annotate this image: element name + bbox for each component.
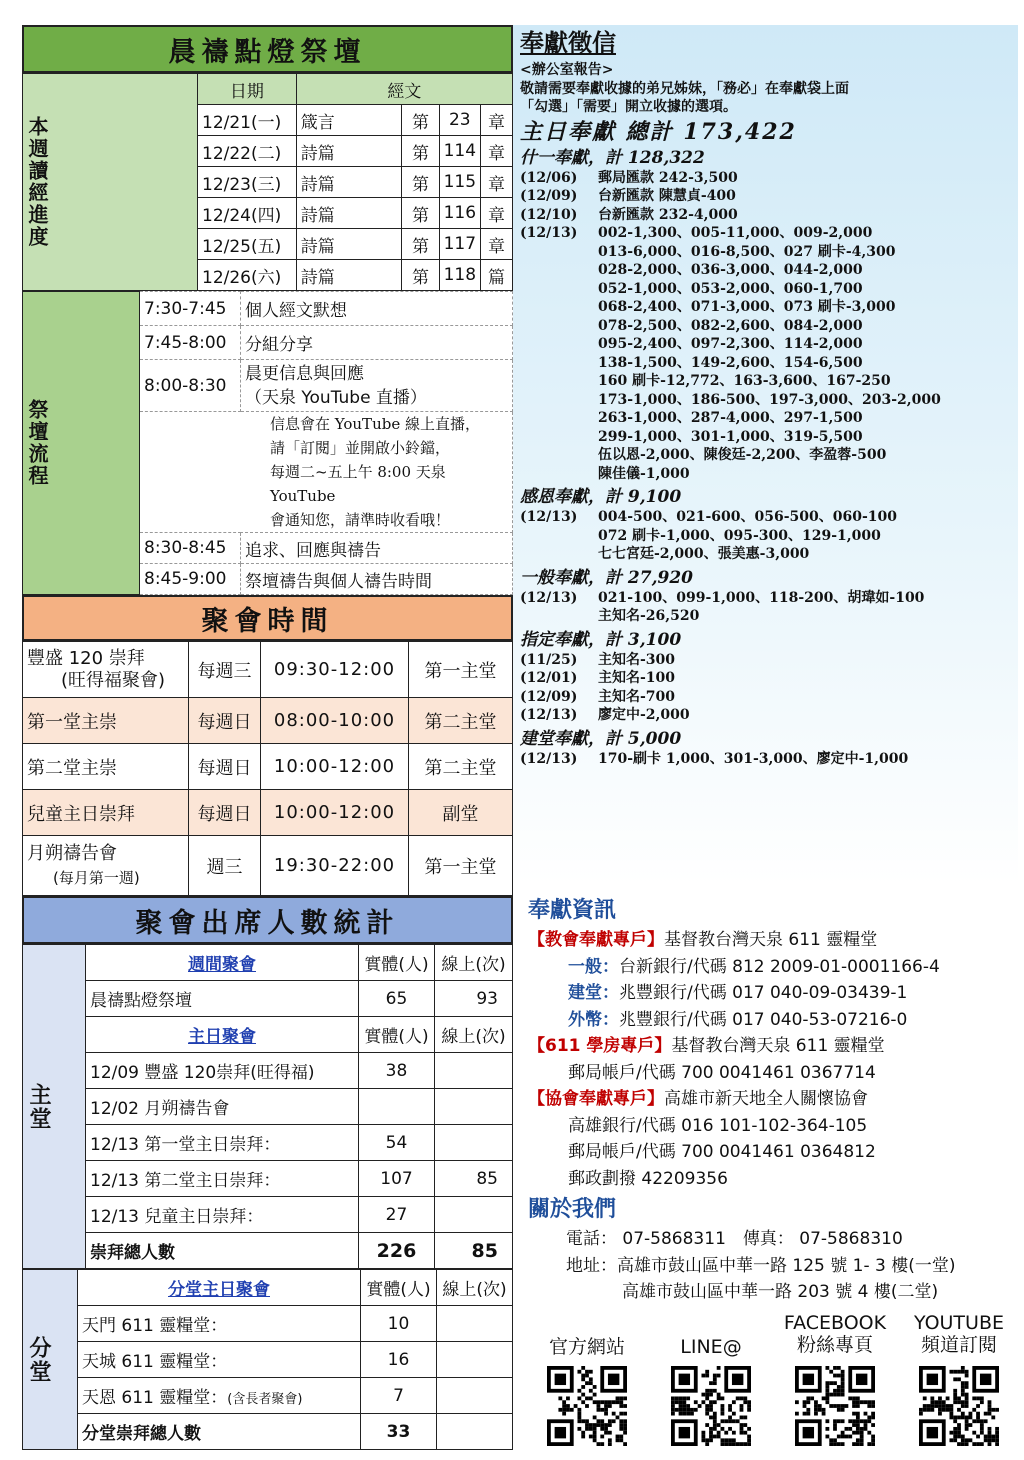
offering-line — [520, 465, 1015, 484]
account-value: 郵局帳戶/代碼 700 0041461 0367714 — [568, 1062, 876, 1083]
offering-info — [528, 893, 1018, 1306]
col-phys: 實體(人) — [359, 1017, 435, 1053]
offering-date — [520, 428, 598, 447]
offering-line — [520, 317, 1015, 336]
flow-time: 8:45-9:00 — [140, 564, 241, 595]
offering-date: (12/09) — [520, 188, 578, 204]
offering-line — [520, 545, 1015, 564]
offering-date: (12/09) — [520, 688, 578, 705]
branch-table — [22, 1269, 513, 1450]
offering-entry: 170-刷卡 1,000、301-3,000、廖定中-1,000 — [598, 750, 909, 767]
offering-entry: 263-1,000、287-4,000、297-1,500 — [598, 410, 863, 426]
designated-title: 指定奉獻，計 3,100 — [520, 629, 682, 650]
meeting-row: 豐盛 120 崇拜 (旺得福聚會) 每週三 09:30-12:00 第一主堂 — [23, 642, 513, 698]
offering-title: 奉獻徵信 — [520, 28, 616, 57]
branch-row: 天門 611 靈糧堂： 10 — [23, 1306, 513, 1342]
qr-label: FACEBOOK — [783, 1312, 887, 1334]
address-line: 高雄市鼓山區中華一路 203 號 4 樓(二堂) — [622, 1282, 939, 1302]
right-column — [513, 25, 1018, 1425]
flow-time: 7:30-7:45 — [140, 292, 241, 326]
building-list — [520, 750, 1015, 769]
offering-entry: 299-1,000、301-1,000、319-5,500 — [598, 428, 863, 445]
account-value: 兆豐銀行/代碼 017 040-09-03439-1 — [619, 983, 908, 1003]
offering-line — [520, 527, 1015, 546]
qr-label: 官方網站 — [548, 1336, 625, 1358]
info-title: 奉獻資訊 — [528, 897, 617, 923]
account-value: 高雄銀行/代碼 016 101-102-364-105 — [568, 1115, 868, 1136]
offering-line — [520, 706, 1015, 725]
left-column — [22, 25, 513, 1450]
flow-time: 7:45-8:00 — [140, 326, 241, 360]
offering-date — [520, 465, 598, 484]
meetings-title: 聚會時間 — [22, 595, 513, 641]
reading-row: 12/22(二) 詩篇 第 114 章 — [23, 136, 513, 167]
flow-text: 晨更信息與回應 （天泉 YouTube 直播） — [241, 360, 513, 412]
about-title: 關於我們 — [528, 1196, 617, 1222]
offering-entry: 廖定中-2,000 — [598, 707, 690, 723]
qr-line[interactable] — [657, 1310, 765, 1451]
offering-date — [520, 317, 598, 336]
qr-label: YOUTUBE — [914, 1312, 1004, 1334]
offering-line — [520, 651, 1015, 670]
offering-date — [520, 298, 598, 317]
branch-label: 分堂 — [26, 1335, 51, 1384]
tithe-title: 什一奉獻，計 128,322 — [520, 147, 705, 168]
branch-header: 分堂主日聚會 — [78, 1270, 361, 1306]
col-date: 日期 — [198, 74, 297, 105]
offering-entry: 173-1,000、186-500、197-3,000、203-2,000 — [598, 391, 941, 408]
offering-date: (12/10) — [520, 206, 578, 223]
offering-date — [520, 607, 598, 626]
offering-date: (11/25) — [520, 651, 578, 668]
offering-line — [520, 354, 1015, 373]
flow-time: 8:00-8:30 — [140, 360, 241, 412]
meetings-table — [22, 641, 513, 896]
offering-entry: 138-1,500、149-2,600、154-6,500 — [598, 354, 863, 371]
offering-entry: 160 刷卡-12,772、163-3,600、167-250 — [598, 373, 891, 389]
col-online: 線上(次) — [435, 945, 513, 981]
reading-row: 12/25(五) 詩篇 第 117 章 — [23, 229, 513, 260]
offering-date: (12/13) — [520, 225, 578, 241]
attendance-title: 聚會出席人數統計 — [22, 896, 513, 944]
offering-entry: 主知名-300 — [598, 651, 676, 668]
offering-total: 主日奉獻 總計 173,422 — [520, 118, 797, 145]
offering-line — [520, 669, 1015, 688]
attendance-row: 晨禱點燈祭壇 65 93 — [23, 981, 513, 1017]
offering-line — [520, 224, 1015, 243]
offering-line — [520, 391, 1015, 410]
tithe-list — [520, 169, 1015, 484]
col-phys: 實體(人) — [359, 945, 435, 981]
attendance-total-row: 崇拜總人數 226 85 — [23, 1233, 513, 1269]
account-key: 一般： — [568, 956, 619, 977]
flow-text: 祭壇禱告與個人禱告時間 — [241, 564, 513, 595]
offering-entry: 013-6,000、016-8,500、027 刷卡-4,300 — [598, 243, 896, 260]
offering-date — [520, 446, 598, 465]
account-name: 高雄市新天地全人關懷協會 — [664, 1089, 868, 1109]
offering-line — [520, 169, 1015, 188]
qr-label: LINE@ — [680, 1336, 742, 1358]
account-name: 基督教台灣天泉 611 靈糧堂 — [671, 1036, 885, 1056]
account-key: 建堂： — [568, 983, 619, 1003]
general-list — [520, 589, 1015, 626]
offering-date — [520, 335, 598, 354]
offering-line — [520, 428, 1015, 447]
offering-entry: 095-2,400、097-2,300、114-2,000 — [598, 336, 863, 352]
qr-code-icon — [795, 1366, 875, 1446]
offering-entry: 002-1,300、005-11,000、009-2,000 — [598, 225, 873, 241]
reading-row: 12/23(三) 詩篇 第 115 章 — [23, 167, 513, 198]
thanks-list — [520, 508, 1015, 564]
reading-table — [22, 73, 513, 291]
offering-entry: 七七宮廷-2,000、張美惠-3,000 — [598, 546, 810, 562]
offering-entry: 陳佳儀-1,000 — [598, 465, 690, 482]
qr-label: 頻道訂閱 — [920, 1334, 997, 1356]
account-label: 【教會奉獻專戶】 — [528, 930, 664, 950]
account-value: 台新銀行/代碼 812 2009-01-0001166-4 — [619, 956, 940, 977]
offering-date: (12/01) — [520, 670, 578, 686]
attendance-table — [22, 944, 513, 1269]
offering-entry: 主知名-700 — [598, 688, 676, 705]
account-key: 外幣： — [568, 1009, 619, 1030]
offering-date — [520, 409, 598, 428]
account-label: 【611 學房專戶】 — [528, 1036, 672, 1056]
meeting-row: 月朔禱告會 (每月第一週) 週三 19:30-22:00 第一主堂 — [23, 836, 513, 896]
general-title: 一般奉獻，計 27,920 — [520, 567, 693, 588]
offering-line — [520, 280, 1015, 299]
offering-line — [520, 243, 1015, 262]
address-line: 地址：高雄市鼓山區中華一路 125 號 1- 3 樓(一堂) — [566, 1255, 956, 1276]
offering-date: (12/06) — [520, 169, 578, 186]
weekday-header: 週間聚會 — [86, 945, 359, 981]
offering-entry: 004-500、021-600、056-500、060-100 — [598, 509, 898, 525]
offering-entry: 郵局匯款 242-3,500 — [598, 169, 738, 186]
flow-side-label: 祭壇流程 — [25, 399, 49, 487]
attendance-row: 12/13 第二堂主日崇拜： 107 85 — [23, 1161, 513, 1197]
offering-entry: 台新匯款 232-4,000 — [598, 206, 738, 223]
meeting-row: 第一堂主崇 每週日 08:00-10:00 第二主堂 — [23, 698, 513, 744]
phone-fax: 電話： 07-5868311 傳真： 07-5868310 — [566, 1229, 903, 1249]
qr-code-icon — [919, 1366, 999, 1446]
attendance-row: 12/02 月朔禱告會 — [23, 1089, 513, 1125]
offering-date — [520, 354, 598, 373]
meeting-row: 第二堂主崇 每週日 10:00-12:00 第二主堂 — [23, 744, 513, 790]
offering-date — [520, 391, 598, 410]
qr-row — [533, 1310, 1013, 1451]
offering-line — [520, 335, 1015, 354]
offering-date: (12/13) — [520, 707, 578, 723]
attendance-row: 12/13 兒童主日崇拜： 27 — [23, 1197, 513, 1233]
flow-time: 8:30-8:45 — [140, 533, 241, 564]
youtube-note: 信息會在 YouTube 線上直播， 請「訂閱」並開啟小鈴鐺， 每週二~五上午 8:00 天泉 YouTube 會通知您，請準時收看哦！ — [140, 412, 513, 533]
branch-row: 天恩 611 靈糧堂：(含長者聚會) 7 — [23, 1378, 513, 1414]
offering-entry: 021-100、099-1,000、118-200、胡瑋如-100 — [598, 589, 925, 606]
offering-line — [520, 688, 1015, 707]
offering-line — [520, 372, 1015, 391]
offering-entry: 068-2,400、071-3,000、073 刷卡-3,000 — [598, 299, 896, 315]
designated-list — [520, 651, 1015, 725]
meeting-row: 兒童主日崇拜 每週日 10:00-12:00 副堂 — [23, 790, 513, 836]
offering-line — [520, 187, 1015, 206]
qr-code-icon — [671, 1366, 751, 1446]
offering-line — [520, 206, 1015, 225]
offering-entry: 028-2,000、036-3,000、044-2,000 — [598, 262, 863, 278]
notice-line: 「勾選」「需要」開立收據的選項。 — [520, 99, 737, 115]
offering-date — [520, 243, 598, 262]
reading-row: 12/26(六) 詩篇 第 118 篇 — [23, 260, 513, 291]
qr-facebook[interactable] — [781, 1310, 889, 1451]
offering-entry: 072 刷卡-1,000、095-300、129-1,000 — [598, 527, 881, 544]
main-hall-label: 主堂 — [26, 1082, 51, 1131]
branch-total-row: 分堂崇拜總人數 33 — [23, 1414, 513, 1450]
offering-entry: 052-1,000、053-2,000、060-1,700 — [598, 280, 863, 297]
building-title: 建堂奉獻，計 5,000 — [520, 728, 682, 749]
col-online: 線上(次) — [437, 1270, 513, 1306]
attendance-row: 12/13 第一堂主日崇拜： 54 — [23, 1125, 513, 1161]
sunday-header: 主日聚會 — [86, 1017, 359, 1053]
reading-title: 晨禱點燈祭壇 — [22, 25, 513, 73]
offering-date: (12/13) — [520, 589, 578, 606]
flow-text: 分組分享 — [241, 326, 513, 360]
account-value: 兆豐銀行/代碼 017 040-53-07216-0 — [619, 1009, 908, 1030]
reading-side-label: 本週讀經進度 — [25, 116, 49, 248]
offering-date — [520, 545, 598, 564]
account-value: 郵政劃撥 42209356 — [568, 1168, 728, 1189]
offering-date — [520, 280, 598, 299]
offering-date: (12/13) — [520, 509, 578, 525]
qr-label: 粉絲專頁 — [796, 1334, 873, 1356]
flow-table — [22, 291, 513, 595]
account-name: 基督教台灣天泉 611 靈糧堂 — [664, 930, 878, 950]
offering-entry: 台新匯款 陳慧貞-400 — [598, 188, 736, 204]
account-value: 郵局帳戶/代碼 700 0041461 0364812 — [568, 1142, 876, 1162]
qr-code-icon — [547, 1366, 627, 1446]
offering-line — [520, 750, 1015, 769]
offering-date — [520, 372, 598, 391]
offering-entry: 主知名-26,520 — [598, 608, 700, 624]
qr-youtube[interactable] — [905, 1310, 1013, 1451]
offering-date: (12/13) — [520, 750, 578, 767]
offering-entry: 主知名-100 — [598, 670, 676, 686]
offering-line — [520, 409, 1015, 428]
offering-section — [520, 25, 1015, 768]
offering-line — [520, 446, 1015, 465]
attendance-row: 12/09 豐盛 120崇拜(旺得福) 38 — [23, 1053, 513, 1089]
reading-row: 12/24(四) 詩篇 第 116 章 — [23, 198, 513, 229]
notice-line: 敬請需要奉獻收據的弟兄姊妹，「務必」在奉獻袋上面 — [520, 80, 849, 97]
offering-line — [520, 261, 1015, 280]
offering-line — [520, 508, 1015, 527]
flow-text: 個人經文默想 — [241, 292, 513, 326]
offering-line — [520, 607, 1015, 626]
offering-line — [520, 298, 1015, 317]
thanks-title: 感恩奉獻，計 9,100 — [520, 487, 682, 507]
col-phys: 實體(人) — [361, 1270, 437, 1306]
offering-date — [520, 261, 598, 280]
offering-date — [520, 527, 598, 546]
flow-text: 追求、回應與禱告 — [241, 533, 513, 564]
office-report: <辦公室報告> — [520, 62, 614, 78]
offering-entry: 078-2,500、082-2,600、084-2,000 — [598, 317, 863, 334]
offering-entry: 伍以恩-2,000、陳俊廷-2,200、李盈蓉-500 — [598, 447, 887, 463]
qr-website[interactable] — [533, 1310, 641, 1451]
col-online: 線上(次) — [435, 1017, 513, 1053]
branch-row: 天城 611 靈糧堂： 16 — [23, 1342, 513, 1378]
account-label: 【協會奉獻專戶】 — [528, 1089, 664, 1109]
offering-line — [520, 589, 1015, 608]
col-text: 經文 — [296, 74, 512, 105]
reading-row: 12/21(一) 箴言 第 23 章 — [23, 105, 513, 136]
